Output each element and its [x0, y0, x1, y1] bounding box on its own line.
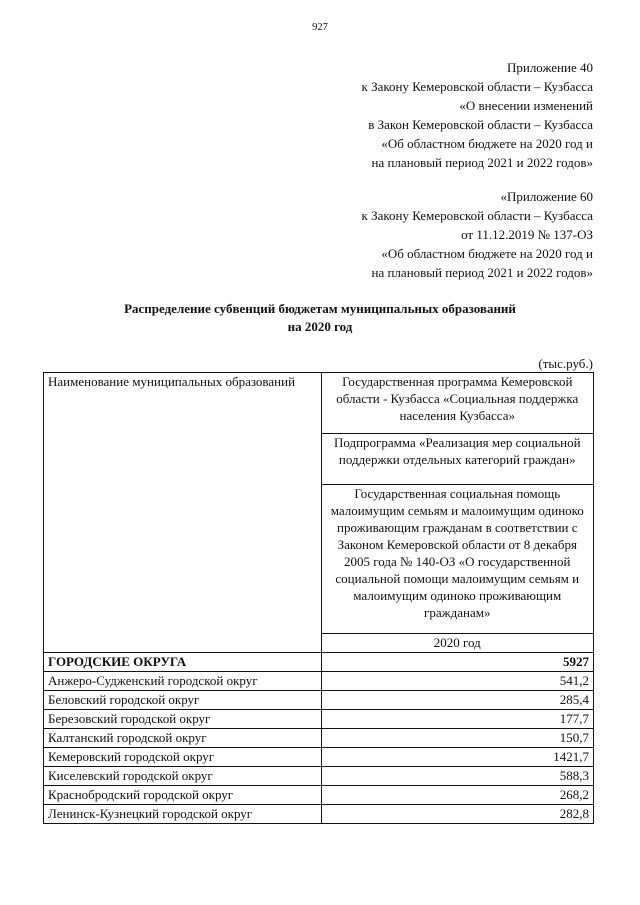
- appendix-header-40: [362, 58, 594, 172]
- table-row: [44, 710, 594, 729]
- row-value: 541,2: [321, 672, 593, 691]
- row-name: Ленинск-Кузнецкий городской округ: [44, 805, 322, 824]
- row-value: 282,8: [321, 805, 593, 824]
- row-value: 588,3: [321, 767, 593, 786]
- table-row: [44, 691, 594, 710]
- row-name: Березовский городской округ: [44, 710, 322, 729]
- table-row: [44, 748, 594, 767]
- appendix-line: на плановый период 2021 и 2022 годов»: [371, 265, 593, 280]
- table-header-row: [44, 373, 594, 434]
- header-state-program: Государственная программа Кемеровской области - Кузбасса «Социальная поддержка населения Кузбасса»: [321, 373, 593, 434]
- table-row: [44, 786, 594, 805]
- header-year: 2020 год: [321, 634, 593, 653]
- table-row: [44, 767, 594, 786]
- appendix-header-60: [362, 187, 594, 282]
- appendix-line: «Приложение 60: [500, 189, 593, 204]
- table-row: [44, 805, 594, 824]
- document-title-line: Распределение субвенций бюджетам муниципальных образований: [124, 301, 516, 316]
- table-row-total: [44, 653, 594, 672]
- units-label: (тыс.руб.): [538, 356, 593, 371]
- row-value: 285,4: [321, 691, 593, 710]
- document-title: [0, 300, 640, 336]
- row-name: Анжеро-Судженский городской округ: [44, 672, 322, 691]
- row-name: ГОРОДСКИЕ ОКРУГА: [44, 653, 322, 672]
- appendix-line: Приложение 40: [506, 60, 593, 75]
- appendix-line: в Закон Кемеровской области – Кузбасса: [368, 117, 593, 132]
- row-value: 5927: [321, 653, 593, 672]
- header-subprogram: Подпрограмма «Реализация мер социальной поддержки отдельных категорий граждан»: [321, 434, 593, 485]
- row-value: 268,2: [321, 786, 593, 805]
- row-name: Беловский городской округ: [44, 691, 322, 710]
- row-value: 150,7: [321, 729, 593, 748]
- appendix-line: к Закону Кемеровской области – Кузбасса: [361, 208, 593, 223]
- appendix-line: к Закону Кемеровской области – Кузбасса: [361, 79, 593, 94]
- appendix-line: «О внесении изменений: [459, 98, 593, 113]
- row-value: 177,7: [321, 710, 593, 729]
- document-title-line: на 2020 год: [287, 319, 353, 334]
- table-row: [44, 729, 594, 748]
- row-value: 1421,7: [321, 748, 593, 767]
- row-name: Киселевский городской округ: [44, 767, 322, 786]
- subvention-table: [43, 372, 594, 824]
- appendix-line: на плановый период 2021 и 2022 годов»: [371, 155, 593, 170]
- appendix-line: «Об областном бюджете на 2020 год и: [381, 246, 593, 261]
- row-name: Кемеровский городской округ: [44, 748, 322, 767]
- row-name: Краснобродский городской округ: [44, 786, 322, 805]
- header-municipality-name: Наименование муниципальных образований: [44, 373, 322, 653]
- row-name: Калтанский городской округ: [44, 729, 322, 748]
- page-number: 927: [312, 22, 328, 33]
- header-social-help: Государственная социальная помощь малоимущим семьям и малоимущим одиноко проживающим гражданам в соответствии с Законом Кемеровской области от 8 декабря 2005 года № 140-ОЗ «О государственной социальной помощи малоимущим семьям и малоимущим одиноко проживающим гражданам»: [321, 485, 593, 634]
- appendix-line: «Об областном бюджете на 2020 год и: [381, 136, 593, 151]
- appendix-line: от 11.12.2019 № 137-ОЗ: [461, 227, 593, 242]
- table-row: [44, 672, 594, 691]
